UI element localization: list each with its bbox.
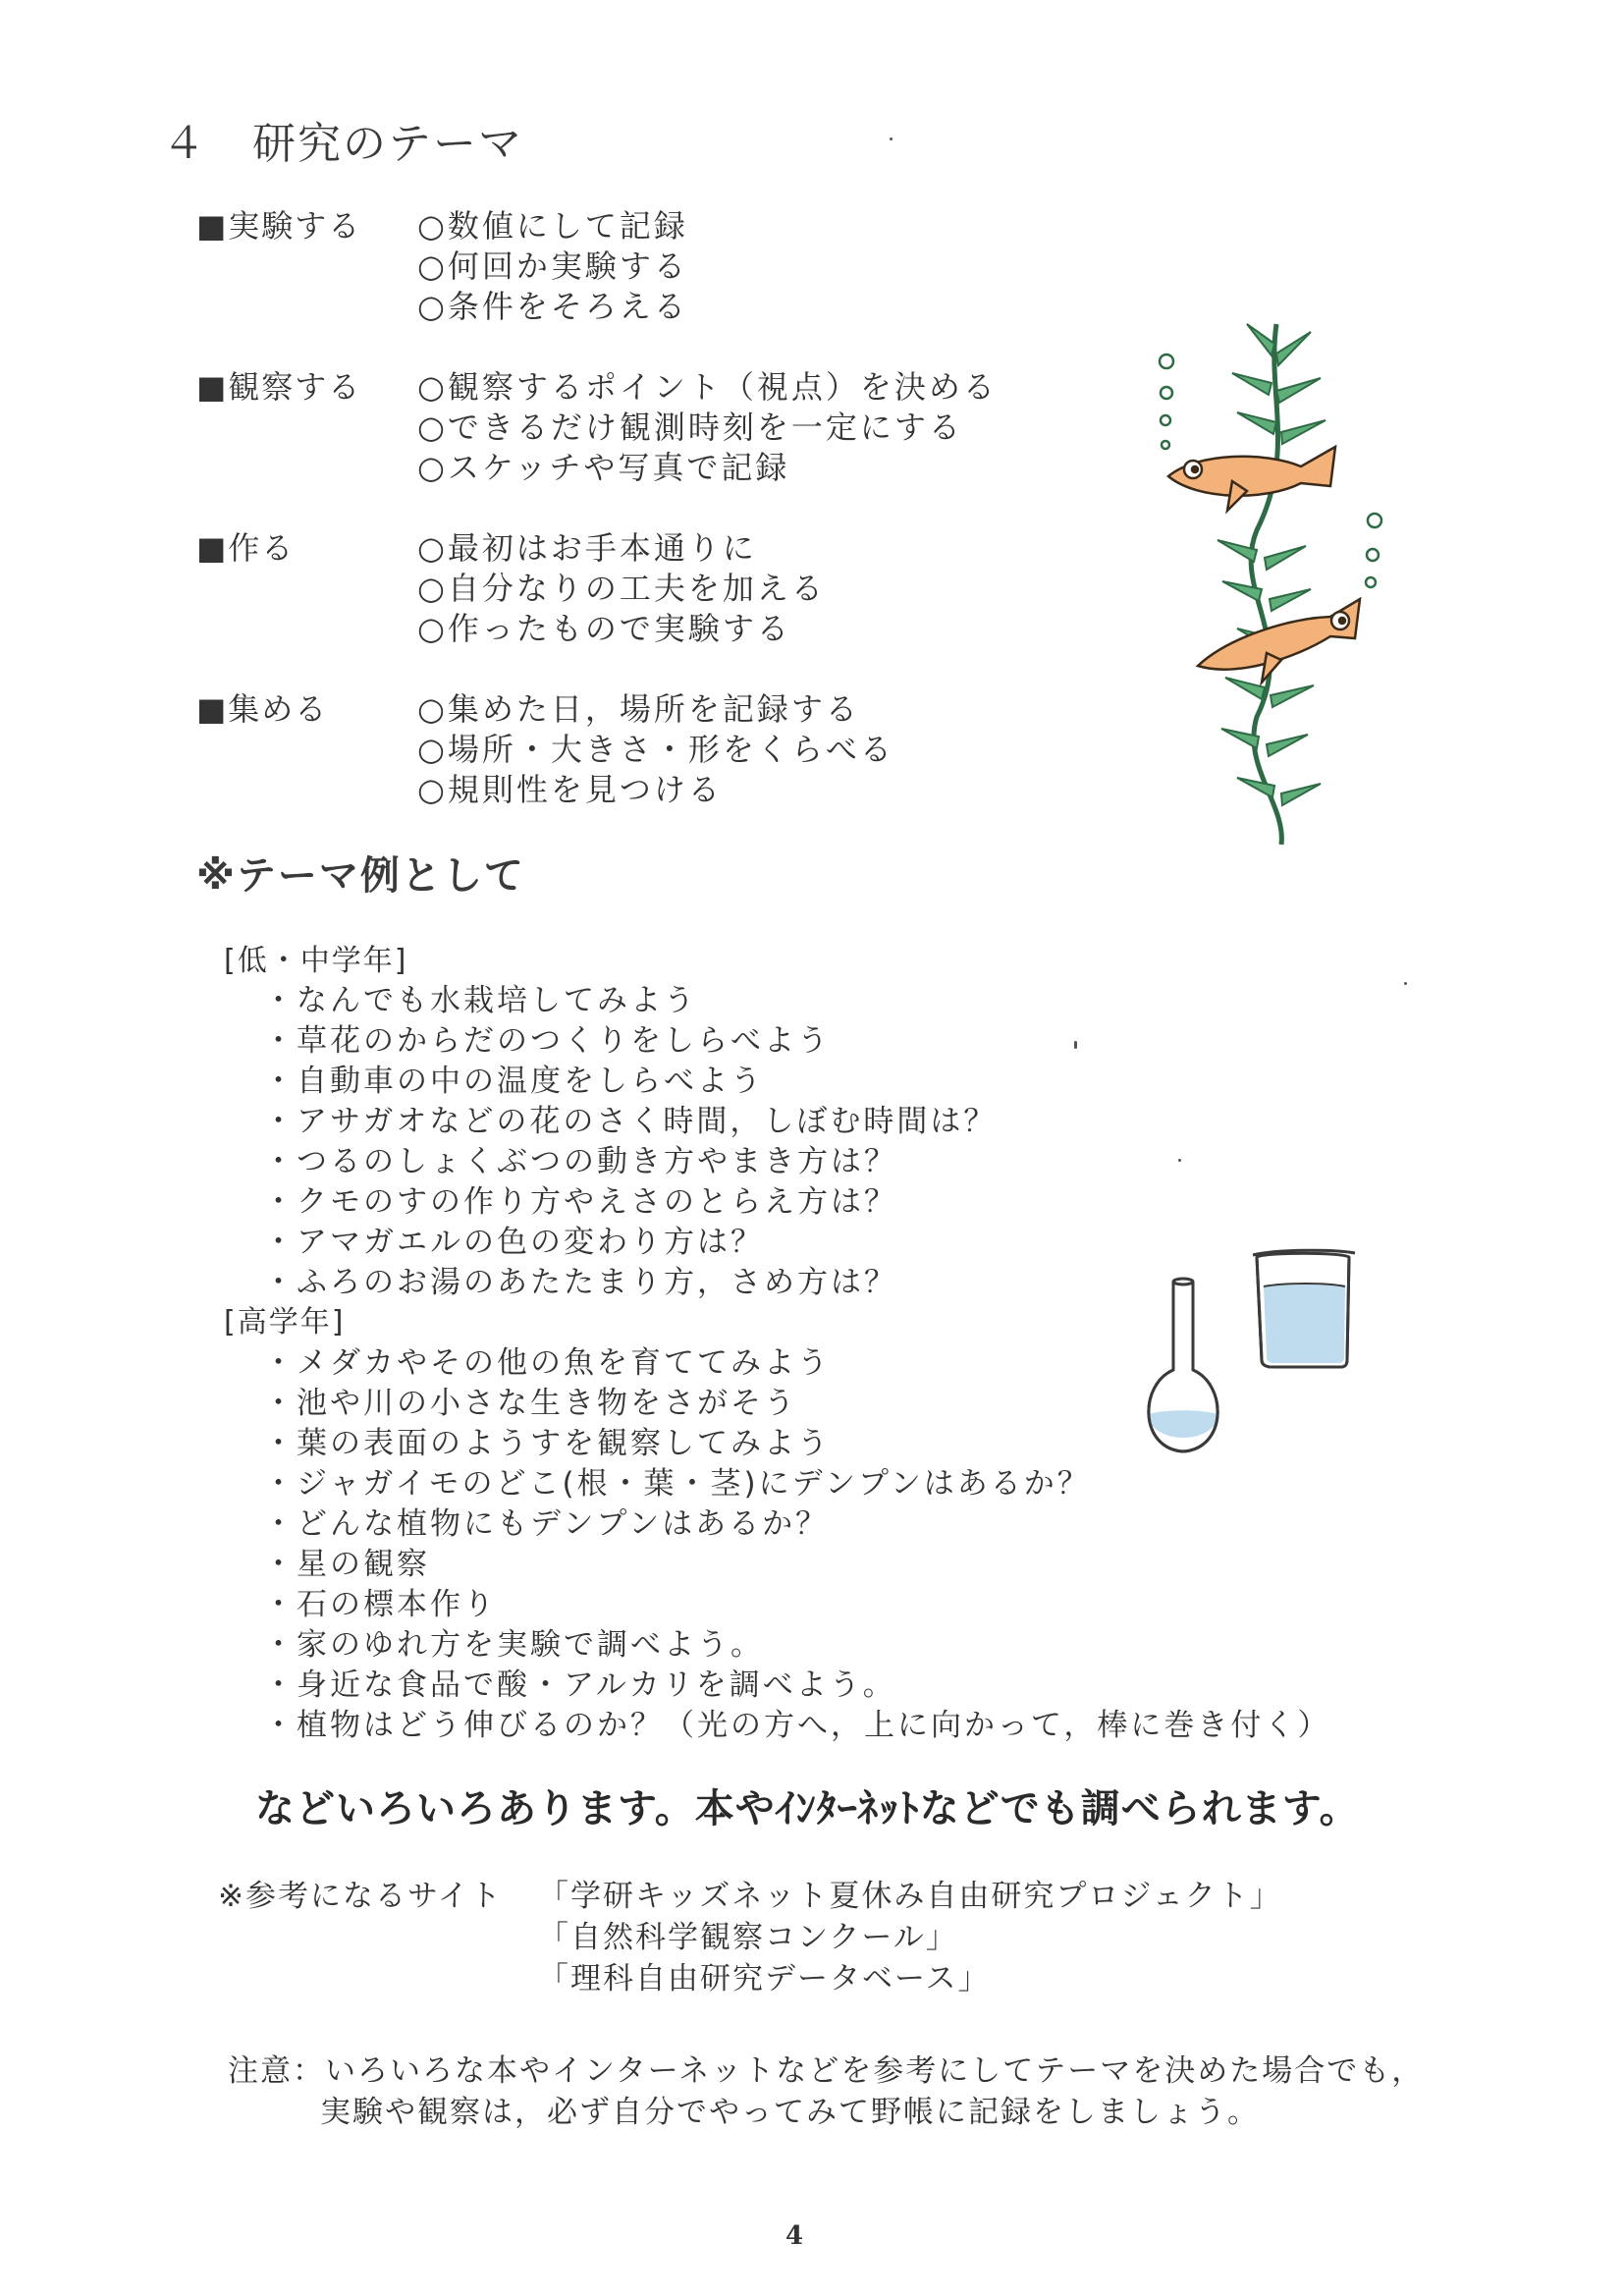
- category-item: ○できるだけ観測時刻を一定にする: [417, 409, 963, 446]
- category-item: ○作ったもので実験する: [417, 610, 791, 647]
- examples-heading: ※テーマ例として: [196, 853, 525, 899]
- note-line-2: 実験や観察は，必ず自分でやってみて野帳に記録をしましょう。: [320, 2095, 1260, 2130]
- category-label-observe: ■観察する: [196, 368, 362, 406]
- category-label-make: ■作る: [196, 529, 296, 567]
- list-item: ・草花のからだのつくりをしらべよう: [263, 1023, 831, 1059]
- list-item: ・クモのすの作り方やえさのとらえ方は？: [263, 1184, 897, 1220]
- category-item: ○条件をそろえる: [417, 288, 688, 325]
- category-item: ○集めた日，場所を記録する: [417, 690, 860, 728]
- category-item: ○最初はお手本通りに: [417, 529, 757, 567]
- scan-speck: [1178, 1159, 1181, 1162]
- list-item: ・どんな植物にもデンプンはあるか？: [263, 1506, 830, 1542]
- list-item: ・アマガエルの色の変わり方は？: [263, 1225, 764, 1260]
- reference-site: 「学研キッズネット夏休み自由研究プロジェクト」: [538, 1879, 1282, 1914]
- page-number: 4: [785, 2221, 804, 2251]
- list-item: ・星の観察: [263, 1547, 430, 1582]
- category-item: ○数値にして記録: [417, 207, 688, 245]
- note-line-1: 注意：いろいろな本やインターネットなどを参考にしてテーマを決めた場合でも，: [228, 2053, 1425, 2089]
- list-item: ・植物はどう伸びるのか？（光の方へ，上に向かって，棒に巻き付く）: [263, 1708, 1331, 1743]
- scan-speck: [890, 137, 893, 140]
- category-item: ○スケッチや写真で記録: [417, 449, 790, 486]
- list-item: ・葉の表面のようすを観察してみよう: [263, 1426, 831, 1461]
- waterweed-fish-illustration: [1139, 304, 1394, 854]
- list-item: ・石の標本作り: [263, 1587, 497, 1622]
- list-item: ・メダカやその他の魚を育ててみよう: [263, 1345, 831, 1381]
- category-item: ○規則性を見つける: [417, 771, 723, 808]
- reference-label: ※参考になるサイト: [218, 1879, 503, 1914]
- list-item: ・ジャガイモのどこ(根・葉・茎)にデンプンはあるか？: [263, 1466, 1091, 1502]
- summary-text: などいろいろあります。本やｲﾝﾀｰﾈｯﾄなどでも調べられます。: [255, 1786, 1360, 1831]
- list-item: ・なんでも水栽培してみよう: [263, 983, 697, 1018]
- category-label-experiment: ■実験する: [196, 207, 362, 245]
- list-item: ・つるのしょくぶつの動き方やまき方は？: [263, 1144, 897, 1179]
- category-item: ○観察するポイント（視点）を決める: [417, 368, 998, 406]
- scan-speck: [1404, 982, 1407, 985]
- list-item: ・家のゆれ方を実験で調べよう。: [263, 1627, 764, 1663]
- page-title: ４ 研究のテーマ: [162, 119, 523, 169]
- flask-beaker-illustration: [1129, 1228, 1365, 1463]
- category-item: ○何回か実験する: [417, 247, 688, 285]
- list-item: ・身近な食品で酸・アルカリを調べよう。: [263, 1667, 896, 1703]
- reference-site: 「理科自由研究データベース」: [538, 1961, 991, 1996]
- category-item: ○自分なりの工夫を加える: [417, 570, 826, 607]
- grade-label-low: [低・中学年]: [224, 944, 408, 978]
- reference-site: 「自然科学観察コンクール」: [538, 1920, 958, 1955]
- list-item: ・アサガオなどの花のさく時間，しぼむ時間は？: [263, 1104, 998, 1139]
- category-label-collect: ■集める: [196, 690, 329, 728]
- grade-label-high: [高学年]: [224, 1305, 346, 1339]
- list-item: ・ふろのお湯のあたたまり方，さめ方は？: [263, 1265, 897, 1300]
- category-item: ○場所・大きさ・形をくらべる: [417, 731, 894, 768]
- list-item: ・自動車の中の温度をしらべよう: [263, 1064, 764, 1099]
- list-item: ・池や川の小さな生き物をさがそう: [263, 1386, 797, 1421]
- scan-speck: [1074, 1041, 1077, 1049]
